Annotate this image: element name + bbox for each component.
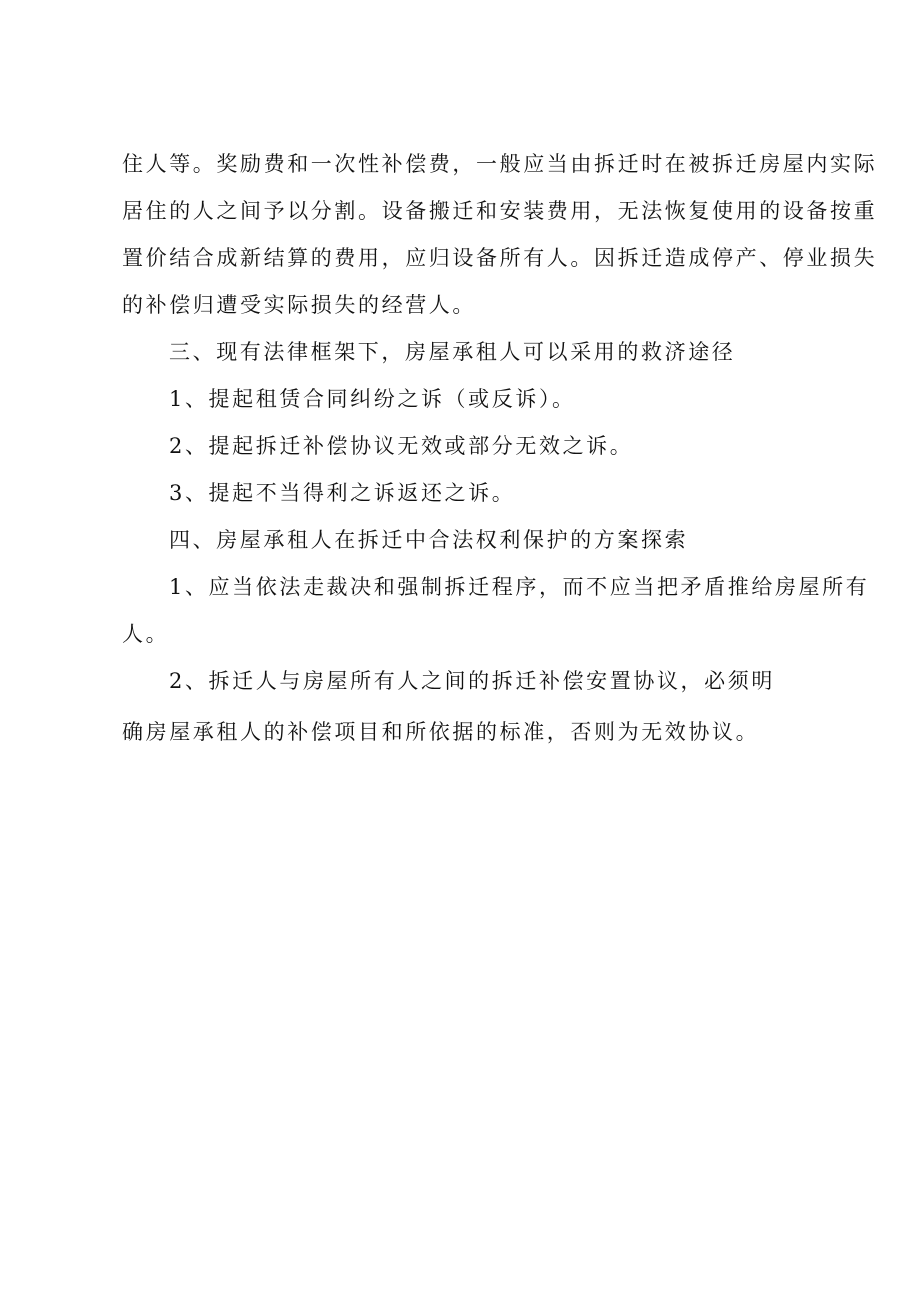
paragraph-line: 住人等。奖励费和一次性补偿费，一般应当由拆迁时在被拆迁房屋内实际 [122,152,878,176]
list-item: 2、拆迁人与房屋所有人之间的拆迁补偿安置协议，必须明 [169,669,775,693]
paragraph-line: 的补偿归遭受实际损失的经营人。 [122,293,476,317]
list-item: 1、应当依法走裁决和强制拆迁程序，而不应当把矛盾推给房屋所有 [169,575,870,599]
list-item-continuation: 确房屋承租人的补偿项目和所依据的标准，否则为无效协议。 [122,720,760,744]
section-four-heading: 四、房屋承租人在拆迁中合法权利保护的方案探索 [169,528,689,552]
paragraph-line: 置价结合成新结算的费用，应归设备所有人。因拆迁造成停产、停业损失 [122,246,878,270]
list-item: 1、提起租赁合同纠纷之诉（或反诉）。 [169,387,576,411]
paragraph-line: 居住的人之间予以分割。设备搬迁和安装费用，无法恢复使用的设备按重 [122,199,878,223]
list-item: 2、提起拆迁补偿协议无效或部分无效之诉。 [169,434,634,458]
list-item-continuation: 人。 [122,622,170,646]
list-item: 3、提起不当得利之诉返还之诉。 [169,481,516,505]
section-three-heading: 三、现有法律框架下，房屋承租人可以采用的救济途径 [169,340,736,364]
